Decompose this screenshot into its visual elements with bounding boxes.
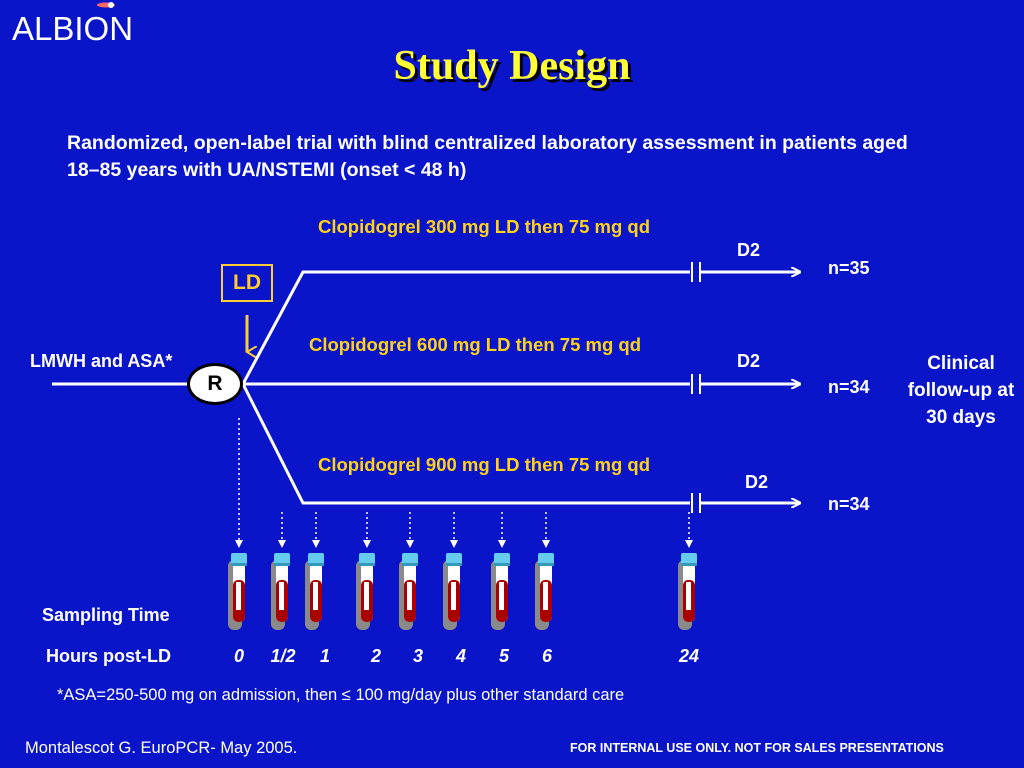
sampling-tubes xyxy=(228,418,697,630)
sampling-time-label: Sampling Time xyxy=(42,605,170,625)
hour-label: 6 xyxy=(541,646,552,666)
hour-label: 1 xyxy=(319,646,330,666)
hour-label: 4 xyxy=(455,646,466,666)
arm-2-day: D2 xyxy=(737,351,761,371)
arm-1-branch xyxy=(243,272,690,384)
sampling-arrow xyxy=(235,418,243,548)
study-description: Randomized, open-label trial with blind centralized laboratory assessment in patients aged 18–85 years with UA/NSTEMI (onset < 48 h) xyxy=(67,132,908,181)
arm-3-branch xyxy=(243,384,690,503)
hour-label: 3 xyxy=(412,646,423,666)
hour-label: 1/2 xyxy=(270,646,296,666)
arm-3-label: Clopidogrel 900 mg LD then 75 mg qd xyxy=(318,454,651,475)
arm-3-day: D2 xyxy=(745,472,769,492)
arm-3-break xyxy=(692,493,800,513)
arm-2-break xyxy=(692,374,800,394)
hours-post-ld-label: Hours post-LD xyxy=(46,646,171,666)
loading-dose-box: LD xyxy=(221,264,273,302)
arm-3-n: n=34 xyxy=(828,494,870,514)
hour-label: 5 xyxy=(498,646,509,666)
sampling-arrow xyxy=(498,512,506,548)
randomization-node: R xyxy=(187,363,243,405)
blood-tube-icon xyxy=(356,553,375,630)
sampling-arrow xyxy=(406,512,414,548)
arm-2-n: n=34 xyxy=(828,377,870,397)
sampling-arrow xyxy=(450,512,458,548)
hour-label: 0 xyxy=(233,646,244,666)
albion-logo: ALBION xyxy=(12,10,134,47)
sampling-arrow xyxy=(278,512,286,548)
sampling-arrow xyxy=(542,512,550,548)
blood-tube-icon xyxy=(678,553,697,630)
blood-tube-icon xyxy=(491,553,510,630)
footnote: *ASA=250-500 mg on admission, then ≤ 100 mg/day plus other standard care xyxy=(57,686,625,704)
blood-tube-icon xyxy=(443,553,462,630)
page-title: Study Design xyxy=(393,43,631,89)
arm-1-break xyxy=(692,262,800,282)
arm-2-label: Clopidogrel 600 mg LD then 75 mg qd xyxy=(309,334,642,355)
blood-tube-icon xyxy=(271,553,290,630)
blood-tube-icon xyxy=(535,553,554,630)
disclaimer: FOR INTERNAL USE ONLY. NOT FOR SALES PRESENTATIONS xyxy=(570,741,944,755)
blood-tube-icon xyxy=(305,553,324,630)
sampling-arrow xyxy=(363,512,371,548)
hour-label: 2 xyxy=(370,646,381,666)
blood-tube-icon xyxy=(399,553,418,630)
blood-tube-icon xyxy=(228,553,247,630)
citation: Montalescot G. EuroPCR- May 2005. xyxy=(25,739,298,757)
hour-label: 24 xyxy=(678,646,700,666)
sampling-arrow xyxy=(685,512,693,548)
arm-1-label: Clopidogrel 300 mg LD then 75 mg qd xyxy=(318,216,651,237)
entry-label: LMWH and ASA* xyxy=(30,351,173,371)
arm-1-day: D2 xyxy=(737,240,761,260)
arm-1-n: n=35 xyxy=(828,258,870,278)
sampling-arrow xyxy=(312,512,320,548)
followup-label: Clinical follow-up at 30 days xyxy=(907,353,1015,428)
